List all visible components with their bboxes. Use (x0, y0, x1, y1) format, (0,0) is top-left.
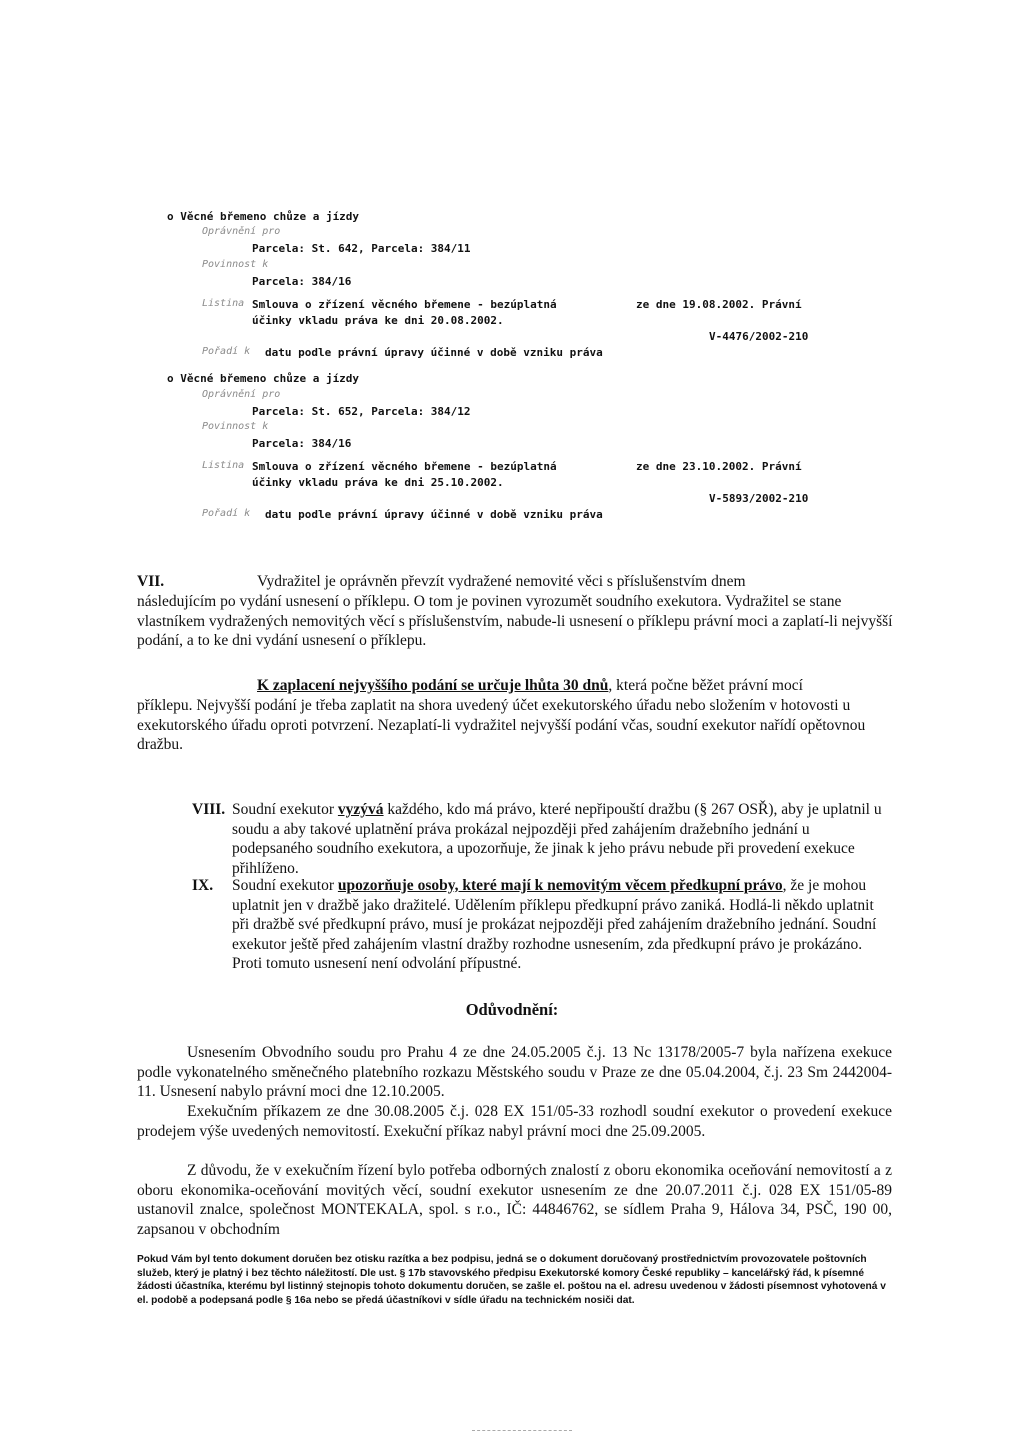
payment-deadline-tail: , která počne běžet právní mocí (608, 677, 803, 694)
section-ix-underlined: upozorňuje osoby, které mají k nemovitým věcem předkupní právo (337, 877, 783, 894)
section-ix-paragraph (232, 876, 892, 974)
burden-1-listina-text: Smlouva o zřízení věcného břemene - bezúplatná (252, 298, 557, 311)
burden-2-listina-label: Listina (202, 460, 245, 471)
burden-2-poradi-text: datu podle právní úpravy účinné v době vzniku práva (265, 508, 603, 521)
burden-2-pov-parcels: Parcela: 384/16 (252, 437, 352, 450)
reasoning-heading: Odůvodnění: (465, 1000, 559, 1019)
page-divider (472, 1430, 572, 1431)
section-ix-lead: Soudní exekutor (232, 877, 338, 894)
burden-2-listina-text: Smlouva o zřízení věcného břemene - bezúplatná (252, 460, 557, 473)
burden-1-listina-date: ze dne 19.08.2002. Právní (636, 298, 802, 311)
reasoning-paragraph-3: Z důvodu, že v exekučním řízení bylo potřeba odborných znalostí z oboru ekonomika oceňování nemovitostí a z oboru ekonomika-oceňování movitých věcí, soudní exekutor usnesením ze dne 20.07.2011 č.j. 028 EX 151/05-89 ustanovil znalce, společnost MONTEKALA, spol. s r.o., IČ: 44846762, se sídlem Praha 9, Hálova 34, PSČ, 190 00, zapsanou v obchodním (137, 1162, 892, 1238)
burden-1-poradi-label: Pořadí k (202, 346, 251, 357)
section-viii-paragraph (232, 800, 892, 878)
footer-notice: Pokud Vám byl tento dokument doručen bez otisku razítka a bez podpisu, jedná se o dokument doručovaný prostřednictvím provozovatele poštovních služeb, který je platný i bez těchto náležitostí. Dle ust. § 17b stavovského předpisu Exekutorské komory České republiky – kancelářský řád, k písemné žádosti účastníka, kterému byl listinný stejnopis tohoto dokumentu doručen, se zašle el. poštou na el. adresu uvedenou v žádosti písemnost vyhotovená v el. podobě a podepsaná podle § 16a nebo se předá účastníkovi v sídle úřadu na technickém nosiči dat. (137, 1254, 886, 1306)
section-viii-text: každého, kdo má právo, které nepřipouští dražbu (§ 267 OSŘ), aby je uplatnil u soudu a aby takové uplatnění práva prokázal nejpozději před zahájením dražebního jednání u podepsaného soudního exekutora, a upozorňuje, že jinak k jeho právu nebude při provedení exekuce přihlíženo. (232, 801, 882, 877)
section-vii-first-line: Vydražitel je oprávněn převzít vydražené nemovité věci s příslušenstvím dnem (257, 573, 746, 590)
section-ix-number: IX. (192, 877, 214, 894)
burden-1-ref: V-4476/2002-210 (709, 330, 809, 343)
burden-2-ref: V-5893/2002-210 (709, 492, 809, 505)
burden-1-opr-parcels: Parcela: St. 642, Parcela: 384/11 (252, 242, 471, 255)
section-vii-number: VII. (137, 573, 165, 590)
burden-2-opr-parcels: Parcela: St. 652, Parcela: 384/12 (252, 405, 471, 418)
burden-1-title: o Věcné břemeno chůze a jízdy (167, 210, 360, 223)
section-ix-text: , že je mohou uplatnit jen v dražbě jako dražitelé. Udělením příklepu předkupní právo zaniká. Hodlá-li někdo uplatnit při dražbě své předkupní právo, musí je prokázat nejpozději před zahájením dražebního jednání. Soudní exekutor ještě před zahájením vlastní dražby rozhodne usnesením, zda předkupní právo je prokázáno. Proti tomuto usnesení není odvolání přípustné. (232, 877, 877, 972)
burden-1-opr-label: Oprávnění pro (202, 226, 281, 237)
burden-2-pov-label: Povinnost k (202, 421, 269, 432)
section-viii-lead: Soudní exekutor (232, 801, 338, 818)
reasoning-paragraph-2: Exekučním příkazem ze dne 30.08.2005 č.j. 028 EX 151/05-33 rozhodl soudní exekutor o provedení exekuce prodejem výše uvedených nemovitostí. Exekuční příkaz nabyl právní moci dne 25.09.2005. (137, 1103, 892, 1140)
section-viii-underlined: vyzývá (337, 801, 384, 818)
burden-2-listina-effect: účinky vkladu práva ke dni 25.10.2002. (252, 476, 504, 489)
burden-1-pov-parcels: Parcela: 384/16 (252, 275, 352, 288)
section-vii-paragraph-1: následujícím po vydání usnesení o příklepu. O tom je povinen vyrozumět soudního exekutora. Vydražitel se stane vlastníkem vydražených nemovitých věcí s příslušenstvím, nabude-li usnesení o příklepu právní moci a zaplatí-li nejvyšší podání, a to ke dni vydání usnesení o příklepu. (137, 593, 893, 649)
burden-2-listina-date: ze dne 23.10.2002. Právní (636, 460, 802, 473)
burden-1-listina-effect: účinky vkladu práva ke dni 20.08.2002. (252, 314, 504, 327)
burden-2-title: o Věcné břemeno chůze a jízdy (167, 372, 360, 385)
section-vii-paragraph-2: příklepu. Nejvyšší podání je třeba zaplatit na shora uvedený účet exekutorského úřadu nebo složením v hotovosti u exekutorského úřadu oproti potvrzení. Nezaplatí-li vydražitel nejvyšší podání včas, soudní exekutor nařídí opětovnou dražbu. (137, 697, 866, 753)
section-vii-deadline-line (257, 676, 897, 696)
section-viii-number: VIII. (192, 801, 226, 818)
burden-2-poradi-label: Pořadí k (202, 508, 251, 519)
payment-deadline: K zaplacení nejvyššího podání se určuje lhůta 30 dnů (257, 677, 609, 694)
reasoning-paragraph-1: Usnesením Obvodního soudu pro Prahu 4 ze dne 24.05.2005 č.j. 13 Nc 13178/2005-7 byla nařízena exekuce podle vykonatelného směnečného platebního rozkazu Městského soudu v Praze ze dne 05.04.2004, č.j. 23 Sm 2442004-11. Usnesení nabylo právní moci dne 12.10.2005. (137, 1044, 892, 1100)
burden-2-opr-label: Oprávnění pro (202, 389, 281, 400)
burden-1-pov-label: Povinnost k (202, 259, 269, 270)
burden-1-listina-label: Listina (202, 298, 245, 309)
burden-1-poradi-text: datu podle právní úpravy účinné v době vzniku práva (265, 346, 603, 359)
